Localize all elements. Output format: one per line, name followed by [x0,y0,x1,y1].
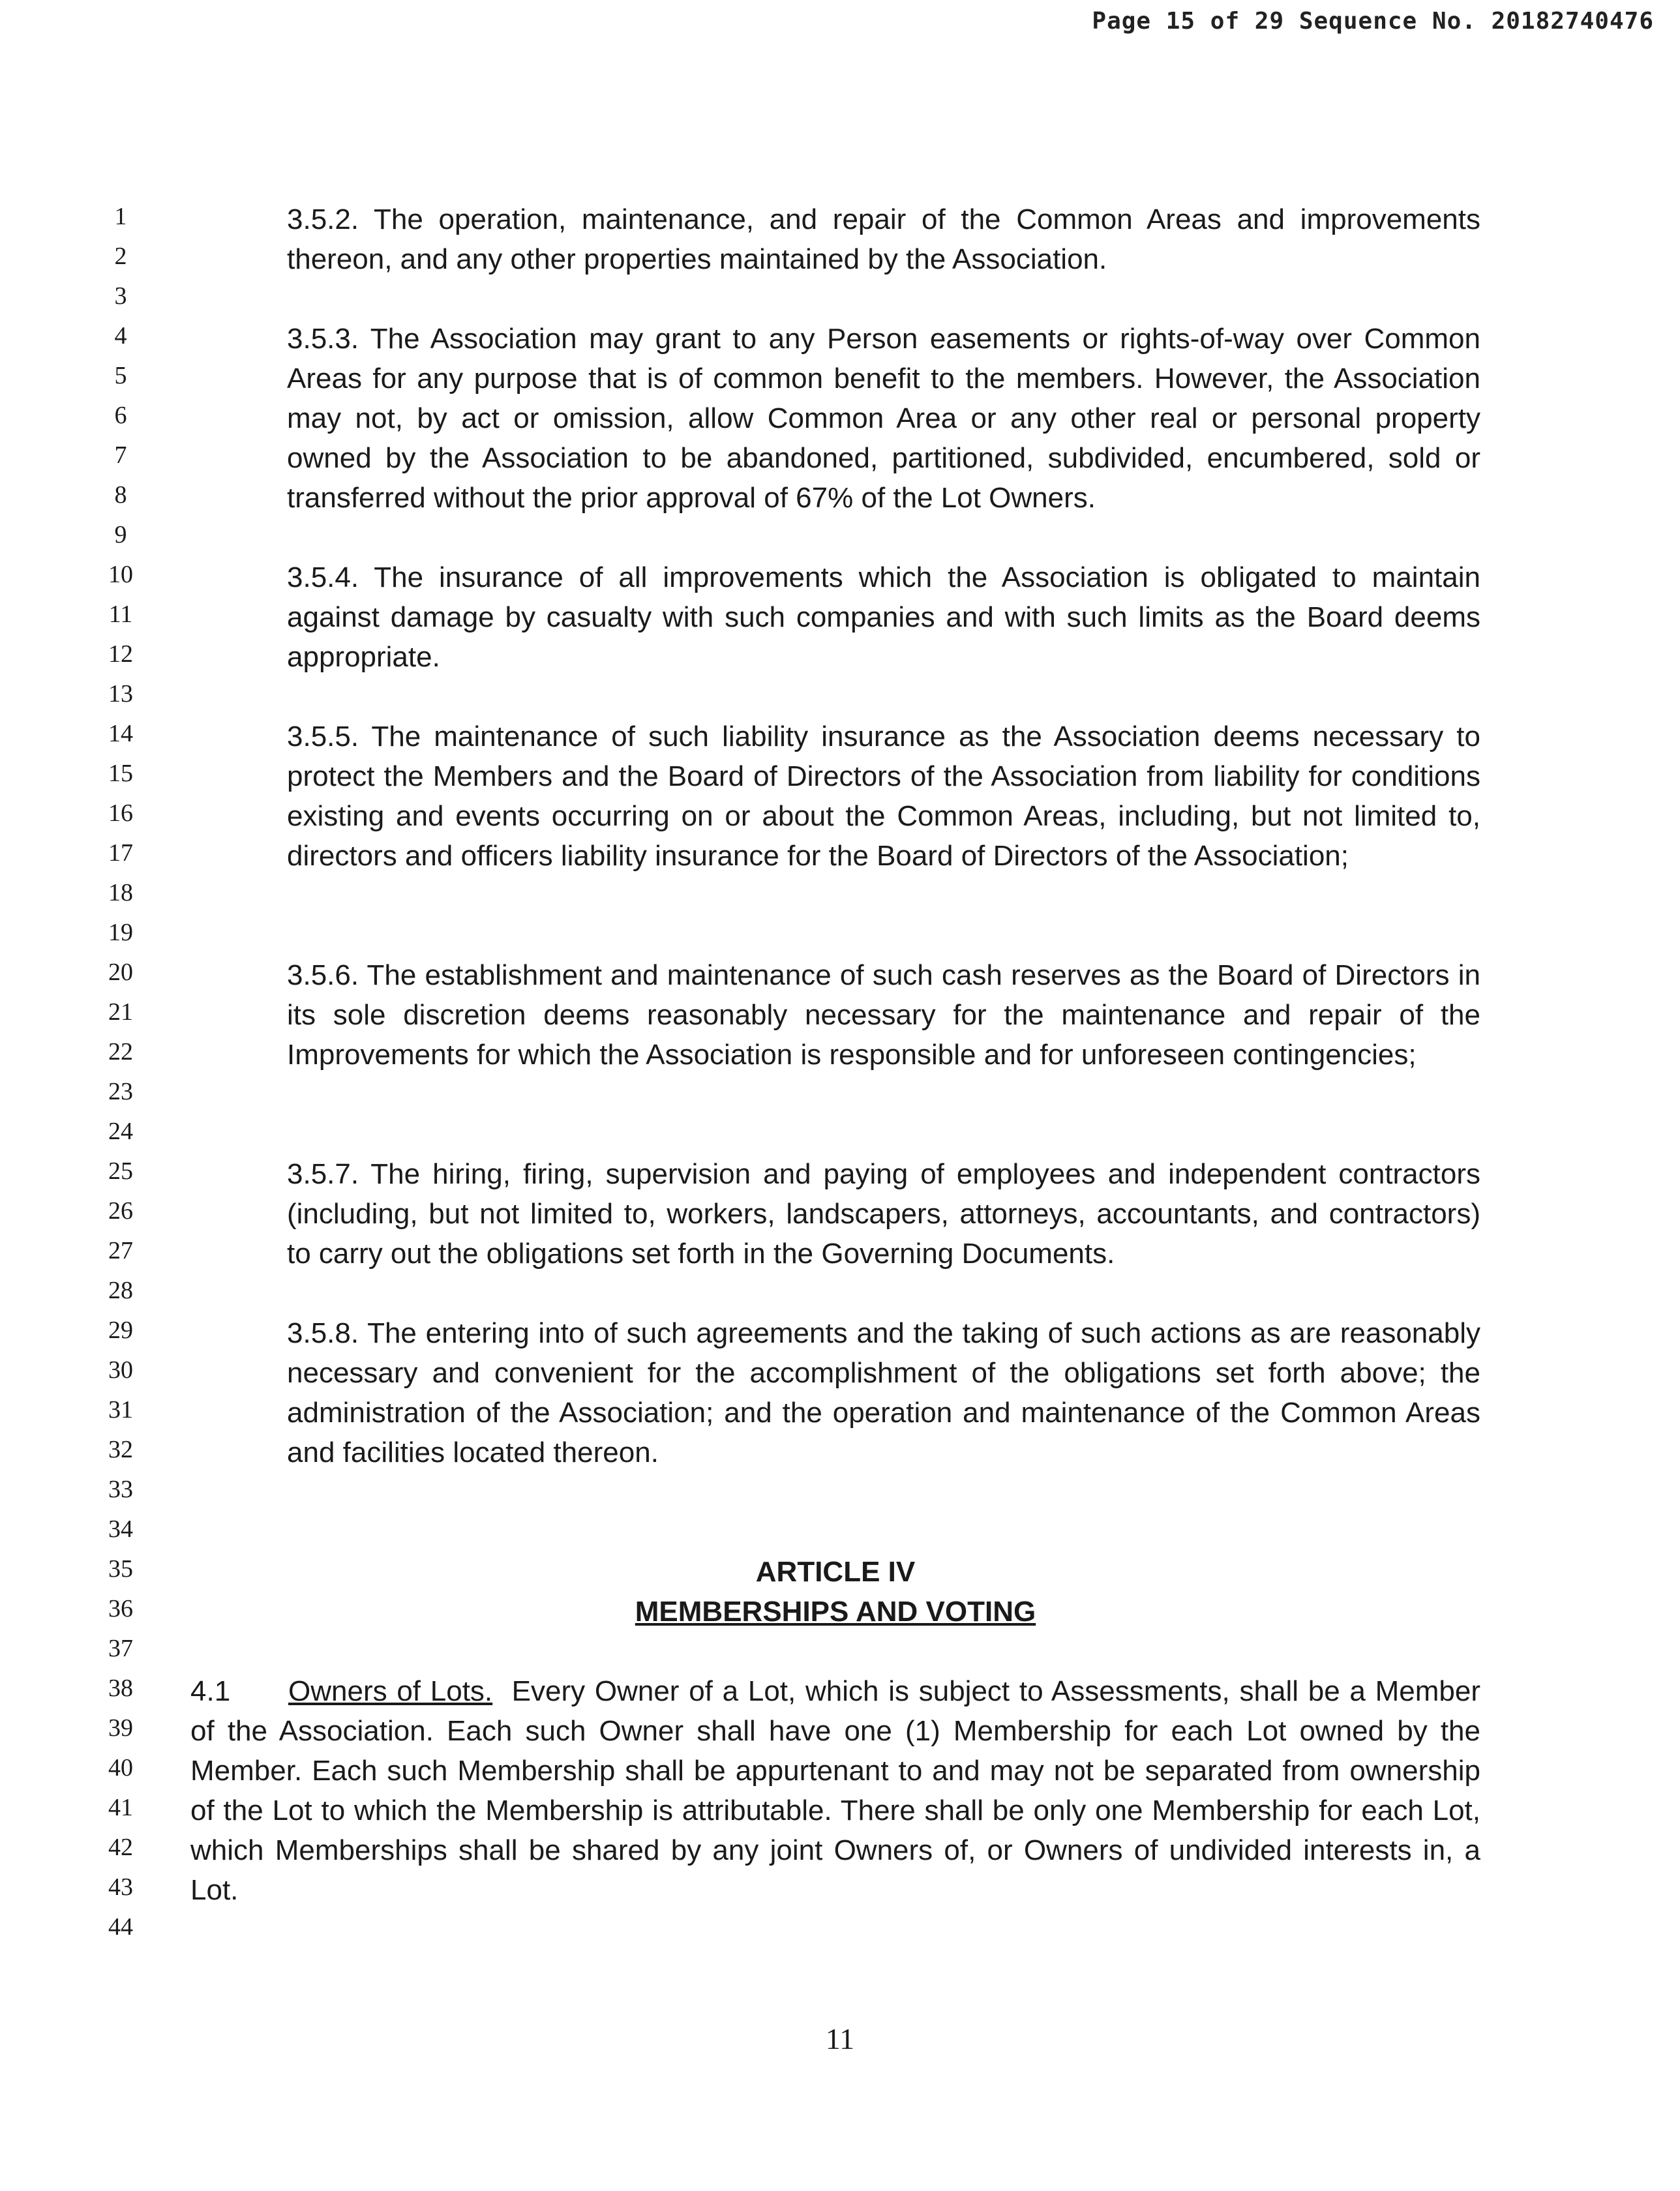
line-number: 24 [108,1118,133,1145]
line-number: 20 [108,959,133,986]
line-number: 40 [108,1754,133,1781]
line-number: 18 [108,879,133,906]
line-number: 43 [108,1873,133,1901]
line-number: 21 [108,998,133,1026]
line-number: 33 [108,1476,133,1503]
paragraph-3-5-5: 3.5.5. The maintenance of such liability insurance as the Association deems necessary to protect the Members and the Board of Directors of the Association from liability for conditions existing and events occurring on or about the Common Areas, including, but not limited to, directors and officers liability insurance for the Board of Directors of the Association; [287,721,1480,872]
line-number: 41 [108,1794,133,1821]
article-subtitle-wrap [190,1592,1480,1632]
page-number: 11 [825,2022,855,2055]
line-number: 37 [108,1635,133,1662]
line-number: 12 [108,640,133,668]
line-number: 39 [108,1714,133,1742]
line-number: 42 [108,1834,133,1861]
line-number: 2 [114,243,127,270]
paragraph-3-5-2: 3.5.2. The operation, maintenance, and repair of the Common Areas and improvements thereon, and any other properties maintained by the Association. [287,203,1480,275]
line-number: 19 [108,919,133,946]
line-number: 8 [114,481,127,509]
section-4-1 [190,1671,1480,1910]
line-number: 13 [108,680,133,708]
line-number: 7 [114,441,127,469]
line-number: 17 [108,839,133,867]
line-number: 23 [108,1078,133,1105]
line-number: 11 [108,601,133,628]
line-number: 44 [108,1913,133,1941]
line-number: 35 [108,1555,133,1583]
article-subtitle: MEMBERSHIPS AND VOTING [635,1596,1036,1628]
line-number: 26 [108,1197,133,1225]
line-number: 30 [108,1356,133,1384]
line-number: 32 [108,1436,133,1463]
section-body: Every Owner of a Lot, which is subject to Assessments, shall be a Member of the Association. Each such Owner shall have one (1) Membership for each Lot owned by the Member. Each such Membership shall be appurtenant to and may not be separated from ownership of the Lot to which the Membership is attributable. There shall be only one Membership for each Lot, which Memberships shall be shared by any joint Owners of, or Owners of undivided interests in, a Lot. [190,1675,1480,1906]
line-number: 29 [108,1317,133,1344]
line-number: 3 [114,282,127,310]
line-number: 31 [108,1396,133,1423]
line-number: 9 [114,521,127,548]
paragraph-3-5-8: 3.5.8. The entering into of such agreements and the taking of such actions as are reasonably necessary and convenient for the accomplishment of the obligations set forth above; the administration of the Association; and the operation and maintenance of the Common Areas and facilities located thereon. [287,1317,1480,1468]
line-number: 27 [108,1237,133,1264]
article-title: ARTICLE IV [755,1556,916,1588]
line-number: 38 [108,1675,133,1702]
line-number: 28 [108,1277,133,1304]
section-heading: Owners of Lots. [288,1675,493,1707]
line-number: 10 [108,561,133,588]
line-number: 14 [108,720,133,747]
paragraph-3-5-7: 3.5.7. The hiring, firing, supervision and paying of employees and independent contractors (including, but not limited to, workers, landscapers, attorneys, accountants, and contractors) to carry out the obligations set forth in the Governing Documents. [287,1158,1480,1270]
line-number: 36 [108,1595,133,1622]
line-number: 15 [108,760,133,787]
section-number: 4.1 [190,1675,231,1707]
line-number: 25 [108,1157,133,1185]
line-number: 6 [114,402,127,429]
paragraph-3-5-6: 3.5.6. The establishment and maintenance of such cash reserves as the Board of Directors in its sole discretion deems reasonably necessary for the maintenance and repair of the Improvements for which the Association is responsible and for unforeseen contingencies; [287,959,1480,1071]
line-number: 1 [114,203,127,230]
line-number: 5 [114,362,127,389]
paragraph-3-5-4: 3.5.4. The insurance of all improvements which the Association is obligated to maintain against damage by casualty with such companies and with such limits as the Board deems appropriate. [287,561,1480,673]
page-header: Page 15 of 29 Sequence No. 20182740476 [1092,8,1654,35]
line-number: 34 [108,1515,133,1543]
line-number: 4 [114,322,127,350]
line-number: 22 [108,1038,133,1066]
line-number: 16 [108,799,133,827]
paragraph-3-5-3: 3.5.3. The Association may grant to any Person easements or rights-of-way over Common Areas for any purpose that is of common benefit to the members. However, the Association may not, by act or omission, allow Common Area or any other real or personal property owned by the Association to be abandoned, partitioned, subdivided, encumbered, sold or transferred without the prior approval of 67% of the Lot Owners. [287,323,1480,514]
